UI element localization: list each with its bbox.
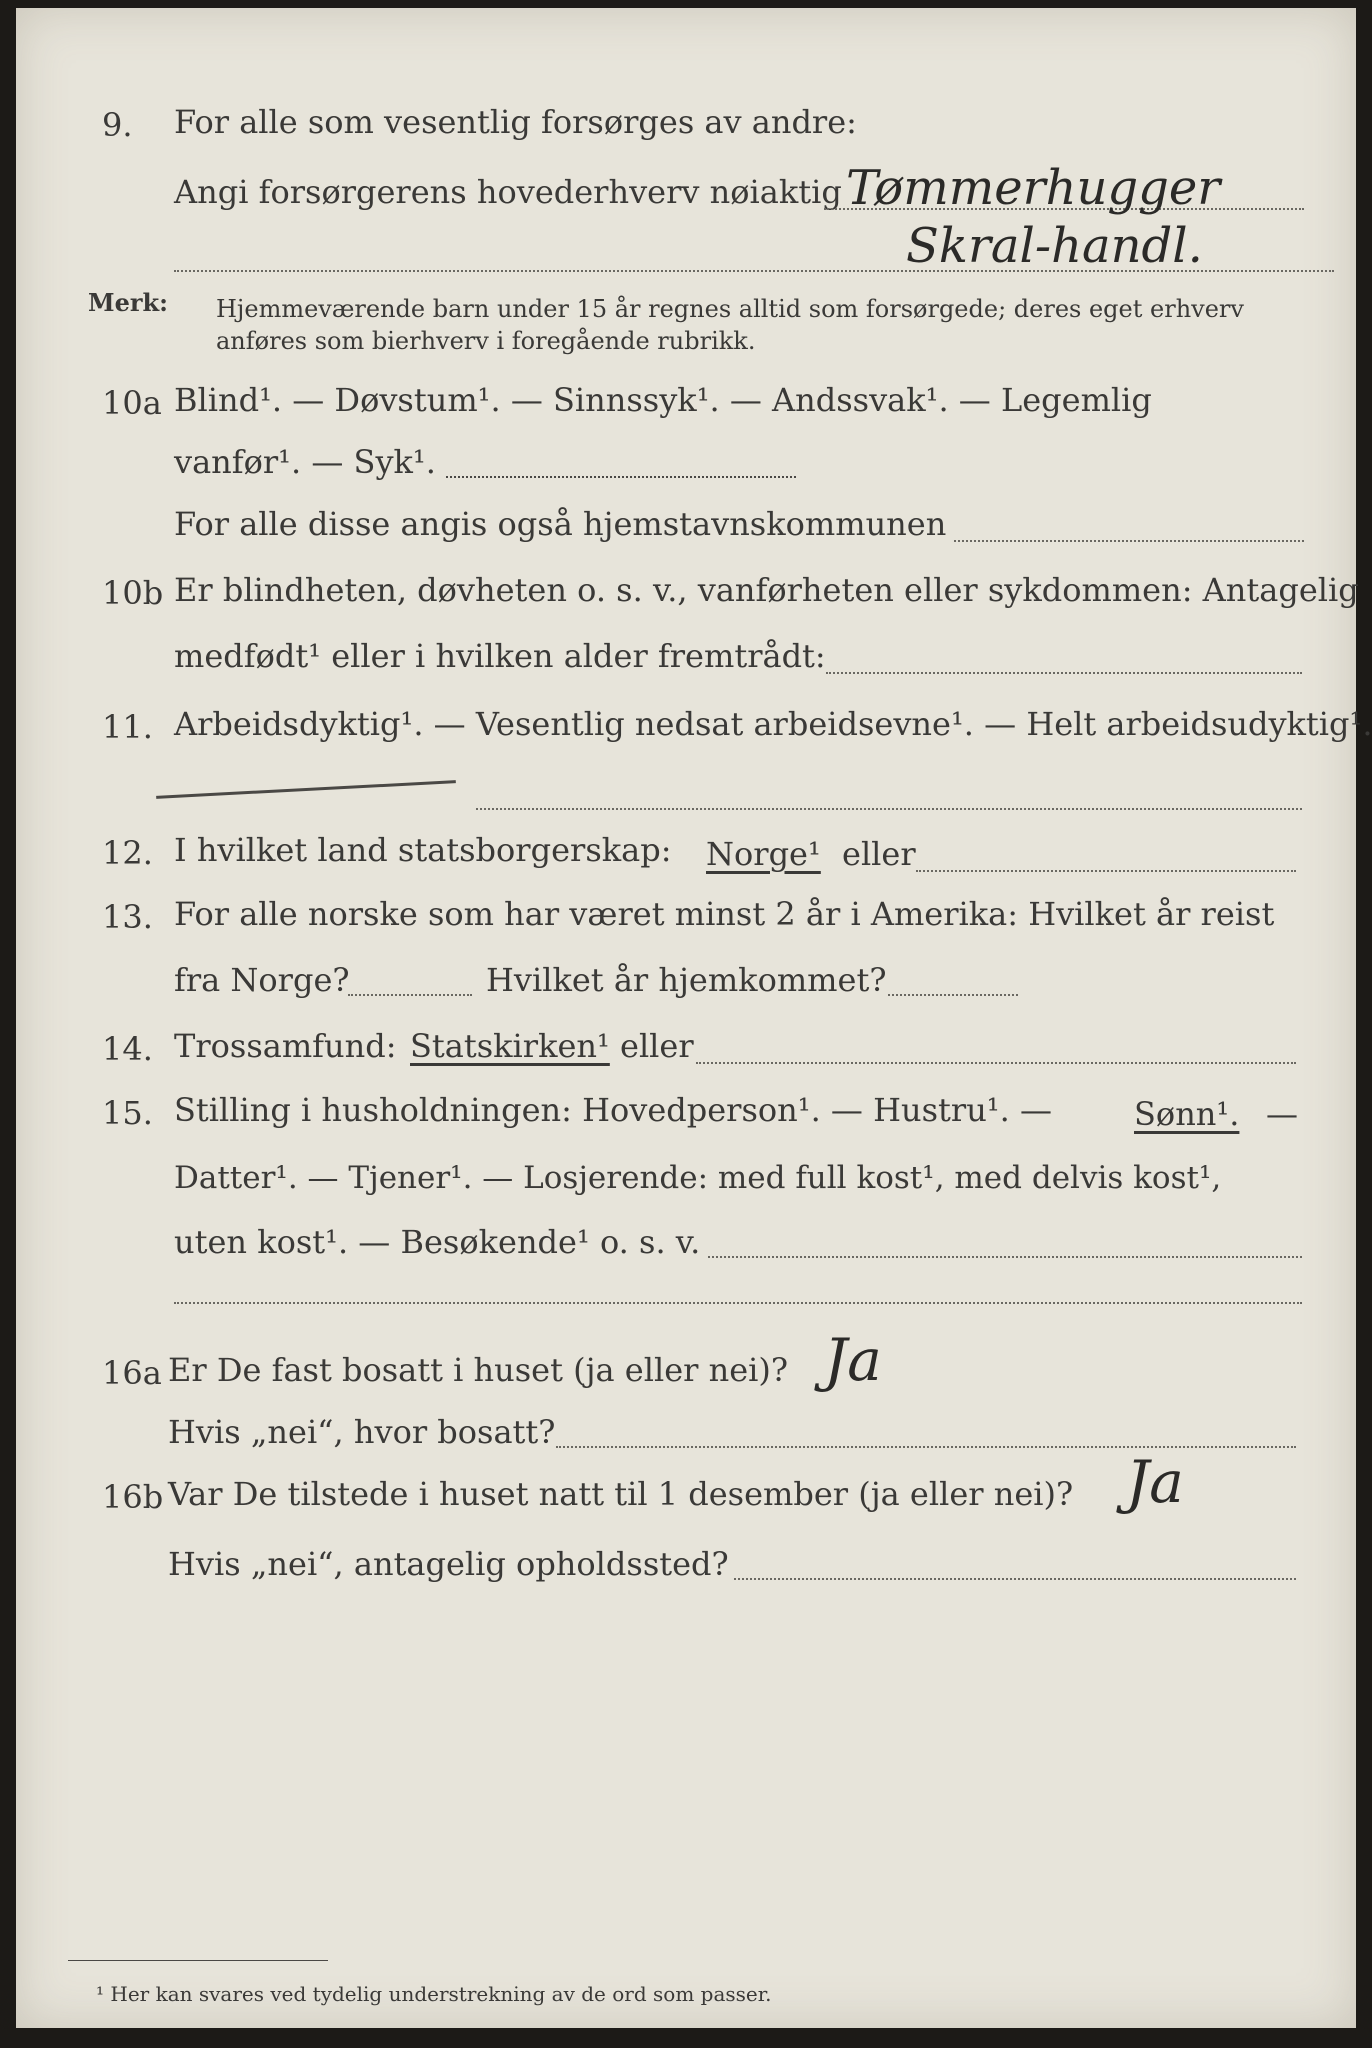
footnote-divider bbox=[68, 1960, 328, 1961]
q15-line3: uten kost¹. — Besøkende¹ o. s. v. bbox=[174, 1223, 701, 1261]
q11-number: 11. bbox=[102, 708, 153, 746]
q16a-number: 16a bbox=[102, 1354, 162, 1392]
q15-extra-line bbox=[174, 1302, 1302, 1304]
q15-line2: Datter¹. — Tjener¹. — Losjerende: med full kost¹, med delvis kost¹, bbox=[174, 1160, 1222, 1196]
q12-prefix: I hvilket land statsborgerskap: bbox=[174, 831, 672, 869]
merk-line1: Hjemmeværende barn under 15 år regnes alltid som forsørgede; deres eget erhverv bbox=[216, 295, 1244, 323]
q15-line1a: Stilling i husholdningen: Hovedperson¹. — Hustru¹. — bbox=[174, 1091, 1052, 1129]
q16b-handwritten-answer: Ja bbox=[1126, 1448, 1184, 1516]
merk-line2: anføres som bierhverv i foregående rubrikk. bbox=[216, 327, 756, 355]
q10b-line2: medfødt¹ eller i hvilken alder fremtrådt: bbox=[174, 637, 826, 675]
q9-number: 9. bbox=[102, 106, 133, 144]
footnote-text: ¹ Her kan svares ved tydelig understrekning av de ord som passer. bbox=[96, 1982, 772, 2006]
q10a-kommune-line bbox=[954, 540, 1304, 542]
q10a-line1: Blind¹. — Døvstum¹. — Sinnssyk¹. — Andssvak¹. — Legemlig bbox=[174, 381, 1152, 419]
q11-answer-line bbox=[476, 808, 1302, 810]
q10a-line2: vanfør¹. — Syk¹. bbox=[174, 443, 436, 481]
census-form-page bbox=[16, 8, 1372, 2028]
q14-statskirken-underlined: Statskirken¹ bbox=[410, 1027, 610, 1065]
q16b-opholdssted-line bbox=[734, 1578, 1296, 1580]
q16a-line2: Hvis „nei“, hvor bosatt? bbox=[168, 1413, 556, 1451]
q10b-number: 10b bbox=[102, 574, 164, 612]
q9-handwritten-extra: Skral-handl. bbox=[906, 218, 1203, 274]
q14-suffix: eller bbox=[620, 1027, 694, 1065]
q9-line1: For alle som vesentlig forsørges av andre: bbox=[174, 103, 857, 141]
q16b-number: 16b bbox=[102, 1478, 164, 1516]
q16a-line1: Er De fast bosatt i huset (ja eller nei)? bbox=[168, 1351, 789, 1389]
q10b-line1: Er blindheten, døvheten o. s. v., vanførheten eller sykdommen: Antagelig bbox=[174, 571, 1359, 609]
q10b-answer-line bbox=[826, 672, 1302, 674]
q14-prefix: Trossamfund: bbox=[174, 1027, 397, 1065]
q13-number: 13. bbox=[102, 898, 153, 936]
q15-number: 15. bbox=[102, 1094, 153, 1132]
q15-sonn-underlined: Sønn¹. bbox=[1134, 1095, 1240, 1133]
q12-norge-underlined: Norge¹ bbox=[706, 835, 821, 873]
q13-line1: For alle norske som har været minst 2 år i Amerika: Hvilket år reist bbox=[174, 895, 1275, 933]
q10a-line3: For alle disse angis også hjemstavnskommunen bbox=[174, 505, 947, 543]
q14-answer-line bbox=[696, 1062, 1296, 1064]
q16b-line1: Var De tilstede i huset natt til 1 desember (ja eller nei)? bbox=[168, 1475, 1074, 1513]
q12-answer-line bbox=[916, 870, 1296, 872]
q13-reist-line bbox=[348, 994, 472, 996]
q13-line2b: Hvilket år hjemkommet? bbox=[486, 961, 887, 999]
q12-suffix: eller bbox=[842, 835, 916, 873]
merk-label: Merk: bbox=[88, 288, 168, 317]
q11-hand-stroke bbox=[156, 780, 456, 799]
q13-hjemkommet-line bbox=[888, 994, 1018, 996]
q16b-line2: Hvis „nei“, antagelig opholdssted? bbox=[168, 1545, 729, 1583]
q11-line1: Arbeidsdyktig¹. — Vesentlig nedsat arbeidsevne¹. — Helt arbeidsudyktig¹. bbox=[174, 705, 1372, 743]
q12-number: 12. bbox=[102, 834, 153, 872]
q13-line2a: fra Norge? bbox=[174, 961, 350, 999]
q16a-bosatt-line bbox=[556, 1446, 1296, 1448]
q16a-handwritten-answer: Ja bbox=[824, 1326, 882, 1394]
q10a-number: 10a bbox=[102, 384, 162, 422]
q9-handwritten-occupation: Tømmerhugger bbox=[846, 160, 1221, 216]
q15-line1b: — bbox=[1266, 1095, 1298, 1133]
q9-line2: Angi forsørgerens hovederhverv nøiaktig bbox=[174, 173, 842, 211]
q15-answer-line bbox=[708, 1256, 1302, 1258]
q10a-answer-line bbox=[446, 476, 796, 478]
q14-number: 14. bbox=[102, 1030, 153, 1068]
